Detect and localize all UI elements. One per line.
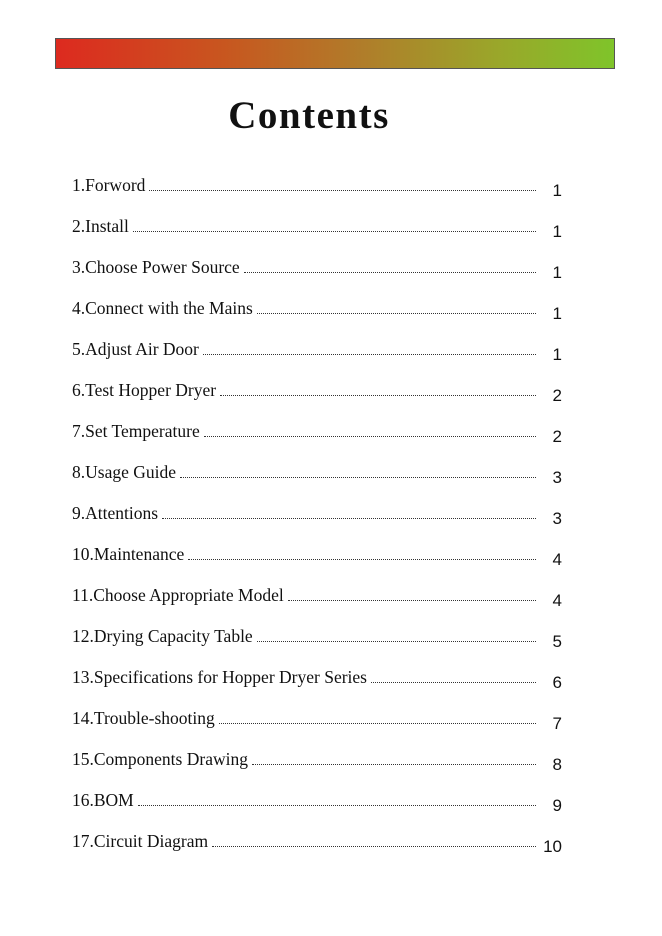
toc-page-number: 1 — [552, 222, 562, 241]
toc-entry[interactable] — [72, 237, 562, 282]
toc-entry-label: 12.Drying Capacity Table — [72, 626, 253, 646]
toc-page-number: 1 — [552, 345, 562, 364]
dot-leader — [138, 804, 536, 806]
dot-leader — [252, 763, 536, 765]
toc-entry[interactable] — [72, 278, 562, 323]
dot-leader — [219, 722, 536, 724]
toc-page-number: 6 — [552, 673, 562, 692]
toc-entry[interactable] — [72, 483, 562, 528]
toc-page-number: 1 — [552, 263, 562, 282]
dot-leader — [257, 312, 536, 314]
toc-entry-label: 1.Forword — [72, 175, 146, 195]
dot-leader — [149, 189, 536, 191]
toc-page-number: 4 — [552, 591, 562, 610]
toc-entry-label: 15.Components Drawing — [72, 749, 248, 769]
toc-entry[interactable] — [72, 565, 562, 610]
toc-entry[interactable] — [72, 811, 562, 856]
toc-page-number: 8 — [552, 755, 562, 774]
toc-entry[interactable] — [72, 729, 562, 774]
dot-leader — [203, 353, 536, 355]
toc-entry[interactable] — [72, 360, 562, 405]
toc-entry[interactable] — [72, 319, 562, 364]
toc-page-number: 4 — [552, 550, 562, 569]
toc-entry[interactable] — [72, 401, 562, 446]
toc-entry[interactable] — [72, 524, 562, 569]
toc-entry-label: 3.Choose Power Source — [72, 257, 240, 277]
table-of-contents — [72, 155, 562, 856]
toc-entry[interactable] — [72, 688, 562, 733]
dot-leader — [133, 230, 536, 232]
toc-entry-label: 16.BOM — [72, 790, 134, 810]
toc-entry-label: 11.Choose Appropriate Model — [72, 585, 284, 605]
toc-entry-label: 9.Attentions — [72, 503, 159, 523]
dot-leader — [180, 476, 536, 478]
toc-entry-label: 4.Connect with the Mains — [72, 298, 253, 318]
toc-page-number: 3 — [552, 468, 562, 487]
dot-leader — [371, 681, 536, 683]
toc-entry[interactable] — [72, 770, 562, 815]
toc-page-number: 1 — [552, 304, 562, 323]
toc-entry-label: 5.Adjust Air Door — [72, 339, 199, 359]
toc-entry[interactable] — [72, 155, 562, 200]
page-title: Contents — [228, 94, 390, 137]
toc-entry-label: 7.Set Temperature — [72, 421, 200, 441]
dot-leader — [288, 599, 536, 601]
toc-entry[interactable] — [72, 647, 562, 692]
toc-entry-label: 2.Install — [72, 216, 129, 236]
dot-leader — [188, 558, 536, 560]
toc-entry[interactable] — [72, 196, 562, 241]
dot-leader — [204, 435, 536, 437]
toc-page-number: 9 — [552, 796, 562, 815]
toc-entry-label: 17.Circuit Diagram — [72, 831, 209, 851]
toc-entry-label: 8.Usage Guide — [72, 462, 177, 482]
toc-entry-label: 6.Test Hopper Dryer — [72, 380, 217, 400]
dot-leader — [162, 517, 536, 519]
dot-leader — [244, 271, 536, 273]
toc-entry[interactable] — [72, 442, 562, 487]
toc-entry-label: 14.Trouble-shooting — [72, 708, 215, 728]
toc-page-number: 10 — [543, 837, 562, 856]
dot-leader — [212, 845, 536, 847]
toc-entry-label: 10.Maintenance — [72, 544, 185, 564]
toc-page-number: 3 — [552, 509, 562, 528]
dot-leader — [257, 640, 536, 642]
dot-leader — [220, 394, 536, 396]
toc-entry[interactable] — [72, 606, 562, 651]
toc-entry-label: 13.Specifications for Hopper Dryer Series — [72, 667, 367, 687]
toc-page-number: 2 — [552, 386, 562, 405]
toc-page-number: 1 — [552, 181, 562, 200]
toc-page-number: 5 — [552, 632, 562, 651]
toc-page-number: 2 — [552, 427, 562, 446]
toc-page-number: 7 — [552, 714, 562, 733]
header-gradient-banner — [55, 38, 615, 69]
